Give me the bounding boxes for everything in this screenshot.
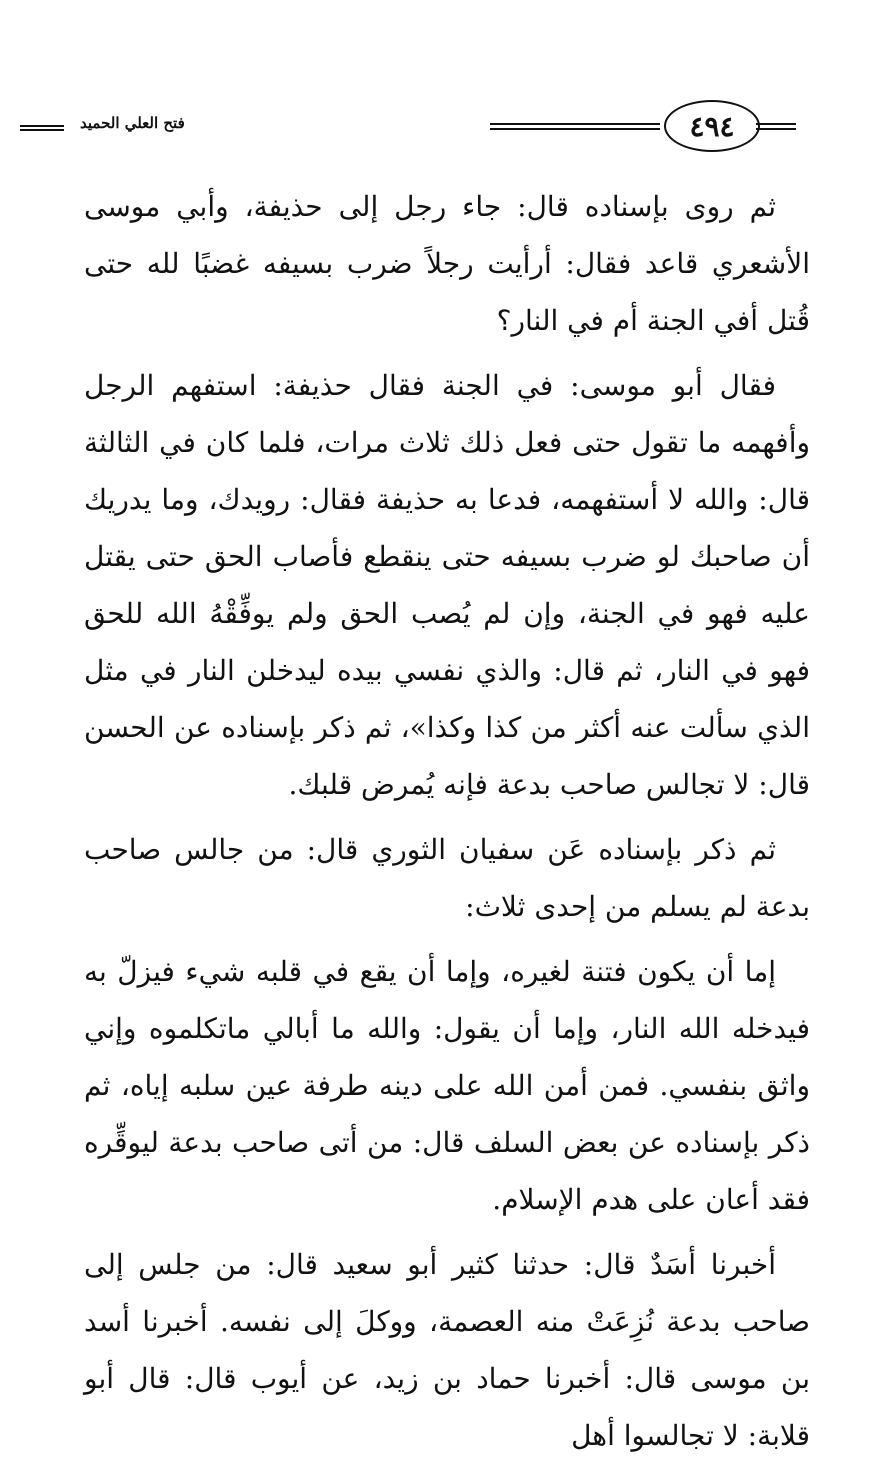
page-number-oval xyxy=(664,100,760,152)
header-rule-short xyxy=(20,125,64,131)
book-title xyxy=(80,114,185,132)
page-number: ٤٩٤ xyxy=(689,109,735,143)
page-header xyxy=(80,96,800,166)
paragraph: فقال أبو موسى: في الجنة فقال حذيفة: استفهم الرجل وأفهمه ما تقول حتى فعل ذلك ثلاث مرات، فلما كان في الثالثة قال: والله لا أستفهمه، فدعا به حذيفة فقال: رويدك، وما يدريك أن صاحبك لو ضرب بسيفه حتى ينقطع فأصاب الحق حتى يقتل عليه فهو في الجنة، وإن لم يُصب الحق ولم يوفِّقْهُ الله للحق فهو في النار، ثم قال: والذي نفسي بيده ليدخلن النار في مثل الذي سألت عنه أكثر من كذا وكذا»، ثم ذكر بإسناده عن الحسن قال: لا تجالس صاحب بدعة فإنه يُمرض قلبك. xyxy=(84,369,810,801)
header-rule-right xyxy=(756,123,796,130)
paragraph: إما أن يكون فتنة لغيره، وإما أن يقع في قلبه شيء فيزلّ به فيدخله الله النار، وإما أن يقول: والله ما أبالي ماتكلموه وإني واثق بنفسي. فمن أمن الله على دينه طرفة عين سلبه إياه، ثم ذكر بإسناده عن بعض السلف قال: من أتى صاحب بدعة ليوقِّره فقد أعان على هدم الإسلام. xyxy=(84,955,810,1216)
paragraph: ثم ذكر بإسناده عَن سفيان الثوري قال: من جالس صاحب بدعة لم يسلم من إحدى ثلاث: xyxy=(84,833,810,923)
paragraph: أخبرنا أسَدٌ قال: حدثنا كثير أبو سعيد قال: من جلس إلى صاحب بدعة نُزِعَتْ منه العصمة، ووكلَ إلى نفسه. أخبرنا أسد بن موسى قال: أخبرنا حماد بن زيد، عن أيوب قال: قال أبو قلابة: لا تجالسوا أهل xyxy=(84,1248,810,1452)
book-title-text: فتح العلي الحميد xyxy=(80,114,185,132)
header-rule-long xyxy=(490,123,660,130)
body-text xyxy=(84,178,810,1472)
paragraph: ثم روى بإسناده قال: جاء رجل إلى حذيفة، وأبي موسى الأشعري قاعد فقال: أرأيت رجلاً ضرب بسيفه غضبًا لله حتى قُتل أفي الجنة أم في النار؟ xyxy=(84,190,810,337)
